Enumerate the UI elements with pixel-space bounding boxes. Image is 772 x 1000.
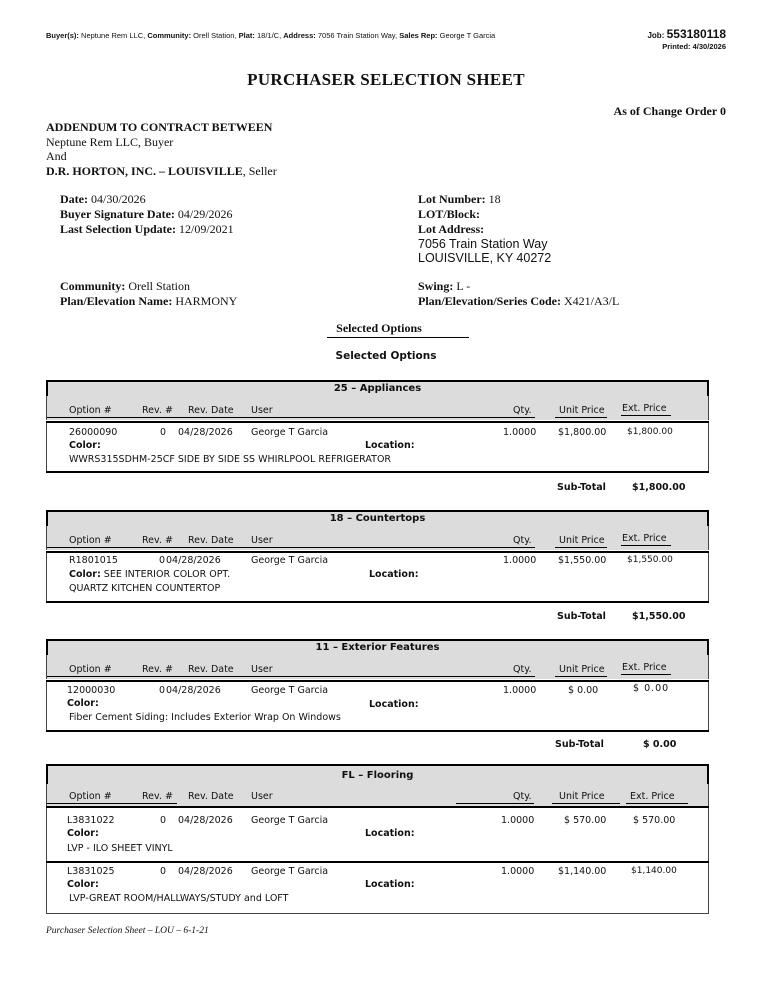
- color-label: Color:: [67, 698, 99, 709]
- col-user: User: [251, 664, 273, 675]
- location-label: Location:: [365, 440, 415, 451]
- buyers-value: Neptune Rem LLC,: [81, 31, 146, 40]
- col-rev: Rev. #: [142, 664, 173, 675]
- last-selection-line: [60, 222, 234, 237]
- ext-price: $1,550.00: [627, 555, 673, 565]
- footer-note: Purchaser Selection Sheet – LOU – 6-1-21: [46, 926, 209, 936]
- color-label: Color:: [69, 569, 101, 580]
- date-value: 04/30/2026: [90, 192, 146, 206]
- row-separator: [46, 601, 709, 603]
- swing-line: [418, 279, 619, 294]
- col-rev-date: Rev. Date: [188, 535, 234, 546]
- lot-block-label: LOT/Block:: [418, 207, 481, 221]
- subtotal-label: Sub-Total: [557, 611, 606, 622]
- column-headers: [46, 396, 709, 420]
- community-label: Community:: [147, 31, 192, 40]
- col-unit-price: Unit Price: [559, 405, 605, 416]
- header-underline: [555, 547, 607, 548]
- rev-date: 04/28/2026: [166, 555, 221, 566]
- table-row: [46, 682, 709, 730]
- rev-date: 04/28/2026: [166, 685, 221, 696]
- seller-suffix: , Seller: [242, 163, 277, 178]
- quantity: 1.0000: [501, 866, 535, 877]
- col-rev-date: Rev. Date: [188, 405, 234, 416]
- lot-number-value: 18: [488, 192, 501, 206]
- col-rev: Rev. #: [142, 535, 173, 546]
- swing-label: Swing:: [418, 279, 454, 293]
- header-summary: [46, 31, 495, 40]
- option-description: LVP - ILO SHEET VINYL: [67, 843, 173, 854]
- ext-price: $ 0.00: [633, 683, 670, 694]
- option-number: L3831025: [67, 866, 115, 877]
- lot-address-label: Lot Address:: [418, 222, 485, 236]
- location-label: Location:: [365, 828, 415, 839]
- col-unit-price: Unit Price: [559, 664, 605, 675]
- unit-price: $1,550.00: [558, 555, 607, 566]
- last-selection-label: Last Selection Update:: [60, 222, 176, 236]
- color-label: Color:: [67, 828, 99, 839]
- rev-date: 04/28/2026: [178, 866, 233, 877]
- column-headers: [46, 526, 709, 550]
- col-rev-date: Rev. Date: [188, 791, 234, 802]
- col-qty: Qty.: [513, 535, 532, 546]
- address-label: Address:: [283, 31, 316, 40]
- column-headers: [46, 784, 709, 806]
- job-label: Job:: [647, 31, 665, 40]
- date-label: Date:: [60, 192, 88, 206]
- col-option: Option #: [69, 405, 112, 416]
- unit-price: $1,800.00: [558, 427, 607, 438]
- col-option: Option #: [69, 535, 112, 546]
- info-community: [60, 279, 237, 309]
- addendum-buyer: Neptune Rem LLC, Buyer: [46, 134, 174, 149]
- last-selection-value: 12/09/2021: [179, 222, 234, 236]
- table-row: [46, 423, 709, 471]
- col-qty: Qty.: [513, 664, 532, 675]
- quantity: 1.0000: [503, 427, 537, 438]
- selected-options-heading: Selected Options: [336, 321, 422, 335]
- col-rev: Rev. #: [142, 791, 173, 802]
- location-label: Location:: [369, 569, 419, 580]
- option-number: 26000090: [69, 427, 118, 438]
- rev-number: 0: [159, 555, 166, 566]
- job-number-value: 553180118: [666, 27, 726, 41]
- subtotal-value: $ 0.00: [643, 739, 677, 750]
- buyer-signature-label: Buyer Signature Date:: [60, 207, 175, 221]
- col-unit-price: Unit Price: [559, 535, 605, 546]
- section-title: 11 – Exterior Features: [46, 639, 709, 655]
- rev-number: 0: [160, 866, 167, 877]
- ext-price: $1,140.00: [631, 866, 677, 876]
- col-rev: Rev. #: [142, 405, 173, 416]
- user-name: George T Garcia: [251, 685, 329, 696]
- col-ext-price: Ext. Price: [630, 791, 675, 802]
- quantity: 1.0000: [503, 555, 537, 566]
- table-row: [46, 553, 709, 601]
- user-name: George T Garcia: [251, 427, 329, 438]
- row-separator: [46, 471, 709, 473]
- plat-label: Plat:: [238, 31, 255, 40]
- option-number: 12000030: [67, 685, 116, 696]
- lot-number-label: Lot Number:: [418, 192, 486, 206]
- plan-line: [60, 294, 237, 309]
- rev-number: 0: [159, 685, 166, 696]
- job-number: [647, 27, 726, 41]
- addendum-and: And: [46, 149, 67, 163]
- addendum-block: [46, 120, 277, 178]
- buyer-signature-line: [60, 207, 234, 222]
- lot-address-city: LOUISVILLE, KY 40272: [418, 251, 552, 265]
- option-description: QUARTZ KITCHEN COUNTERTOP: [69, 583, 221, 594]
- color-line: [69, 569, 230, 580]
- lot-number-line: [418, 192, 551, 207]
- community-label2: Community:: [60, 279, 126, 293]
- col-user: User: [251, 791, 273, 802]
- addendum-heading: ADDENDUM TO CONTRACT BETWEEN: [46, 120, 273, 134]
- lot-address-street: 7056 Train Station Way: [418, 237, 548, 251]
- swing-value: L -: [456, 279, 471, 293]
- header-underline: [47, 676, 535, 677]
- lot-block-line: [418, 207, 551, 222]
- option-description: Fiber Cement Siding: Includes Exterior Wrap On Windows: [69, 712, 341, 723]
- rev-number: 0: [160, 815, 167, 826]
- ext-price: $ 570.00: [633, 815, 676, 826]
- rev-date: 04/28/2026: [178, 815, 233, 826]
- subtotal-label: Sub-Total: [555, 739, 604, 750]
- table-row: [46, 863, 709, 914]
- option-description: LVP-GREAT ROOM/HALLWAYS/STUDY and LOFT: [69, 893, 289, 904]
- info-lot: [418, 192, 551, 265]
- plan-value: HARMONY: [175, 294, 238, 308]
- col-rev-date: Rev. Date: [188, 664, 234, 675]
- header-underline: [621, 415, 671, 416]
- col-ext-price: Ext. Price: [622, 662, 667, 673]
- heading-underline: [327, 337, 469, 338]
- subtotal-value: $1,800.00: [632, 482, 686, 493]
- selected-options-subheading: Selected Options: [335, 350, 437, 362]
- col-option: Option #: [69, 664, 112, 675]
- header-underline: [555, 676, 607, 677]
- seller-name: D.R. HORTON, INC. – LOUISVILLE: [46, 163, 243, 178]
- plan-label: Plan/Elevation Name:: [60, 294, 173, 308]
- col-user: User: [251, 405, 273, 416]
- info-swing: [418, 279, 619, 309]
- header-underline: [47, 417, 535, 418]
- sales-rep-label: Sales Rep:: [399, 31, 438, 40]
- option-number: R1801015: [69, 555, 118, 566]
- community-value: Orell Station,: [193, 31, 237, 40]
- buyers-label: Buyer(s):: [46, 31, 79, 40]
- section-title: FL – Flooring: [46, 764, 709, 784]
- col-ext-price: Ext. Price: [622, 403, 667, 414]
- color-label: Color:: [69, 440, 101, 451]
- buyer-signature-value: 04/29/2026: [177, 207, 233, 221]
- community-line: [60, 279, 237, 294]
- ext-price: $1,800.00: [627, 427, 673, 437]
- header-underline: [626, 803, 688, 804]
- user-name: George T Garcia: [251, 555, 329, 566]
- header-underline: [621, 545, 671, 546]
- header-underline: [552, 803, 620, 804]
- unit-price: $ 570.00: [564, 815, 607, 826]
- quantity: 1.0000: [501, 815, 535, 826]
- subtotal-value: $1,550.00: [632, 611, 686, 622]
- quantity: 1.0000: [503, 685, 537, 696]
- community-value2: Orell Station: [128, 279, 191, 293]
- plan-code-line: [418, 294, 619, 309]
- col-option: Option #: [69, 791, 112, 802]
- col-unit-price: Unit Price: [559, 791, 605, 802]
- option-description: WWRS315SDHM-25CF SIDE BY SIDE SS WHIRLPOOL REFRIGERATOR: [69, 454, 392, 465]
- plat-value: 18/1/C,: [256, 31, 282, 40]
- rev-date: 04/28/2026: [178, 427, 233, 438]
- color-value: SEE INTERIOR COLOR OPT.: [103, 569, 231, 580]
- date-line: [60, 192, 234, 207]
- header-underline: [47, 803, 177, 804]
- user-name: George T Garcia: [251, 866, 329, 877]
- table-row: [46, 808, 709, 861]
- lot-address-line: [418, 222, 551, 237]
- printed-date: Printed: 4/30/2026: [662, 42, 726, 51]
- location-label: Location:: [369, 699, 419, 710]
- address-value: 7056 Train Station Way,: [317, 31, 398, 40]
- column-headers: [46, 655, 709, 679]
- plan-code-value: X421/A3/L: [564, 294, 620, 308]
- change-order-status: As of Change Order 0: [613, 104, 726, 118]
- col-ext-price: Ext. Price: [622, 533, 667, 544]
- col-user: User: [251, 535, 273, 546]
- user-name: George T Garcia: [251, 815, 329, 826]
- header-underline: [456, 803, 534, 804]
- unit-price: $ 0.00: [568, 685, 599, 696]
- row-separator: [46, 730, 709, 732]
- location-label: Location:: [365, 879, 415, 890]
- header-underline: [555, 417, 607, 418]
- header-underline: [621, 674, 671, 675]
- plan-code-label: Plan/Elevation/Series Code:: [418, 294, 561, 308]
- subtotal-label: Sub-Total: [557, 482, 606, 493]
- option-number: L3831022: [67, 815, 115, 826]
- header-underline: [47, 547, 535, 548]
- section-title: 25 – Appliances: [46, 380, 709, 396]
- color-label: Color:: [67, 879, 99, 890]
- page-title: PURCHASER SELECTION SHEET: [247, 70, 525, 89]
- info-dates: [60, 192, 234, 237]
- col-qty: Qty.: [513, 405, 532, 416]
- unit-price: $1,140.00: [558, 866, 607, 877]
- col-qty: Qty.: [513, 791, 532, 802]
- addendum-seller: [46, 164, 277, 179]
- section-title: 18 – Countertops: [46, 510, 709, 526]
- rev-number: 0: [160, 427, 167, 438]
- sales-rep-value: George T Garcia: [439, 31, 496, 40]
